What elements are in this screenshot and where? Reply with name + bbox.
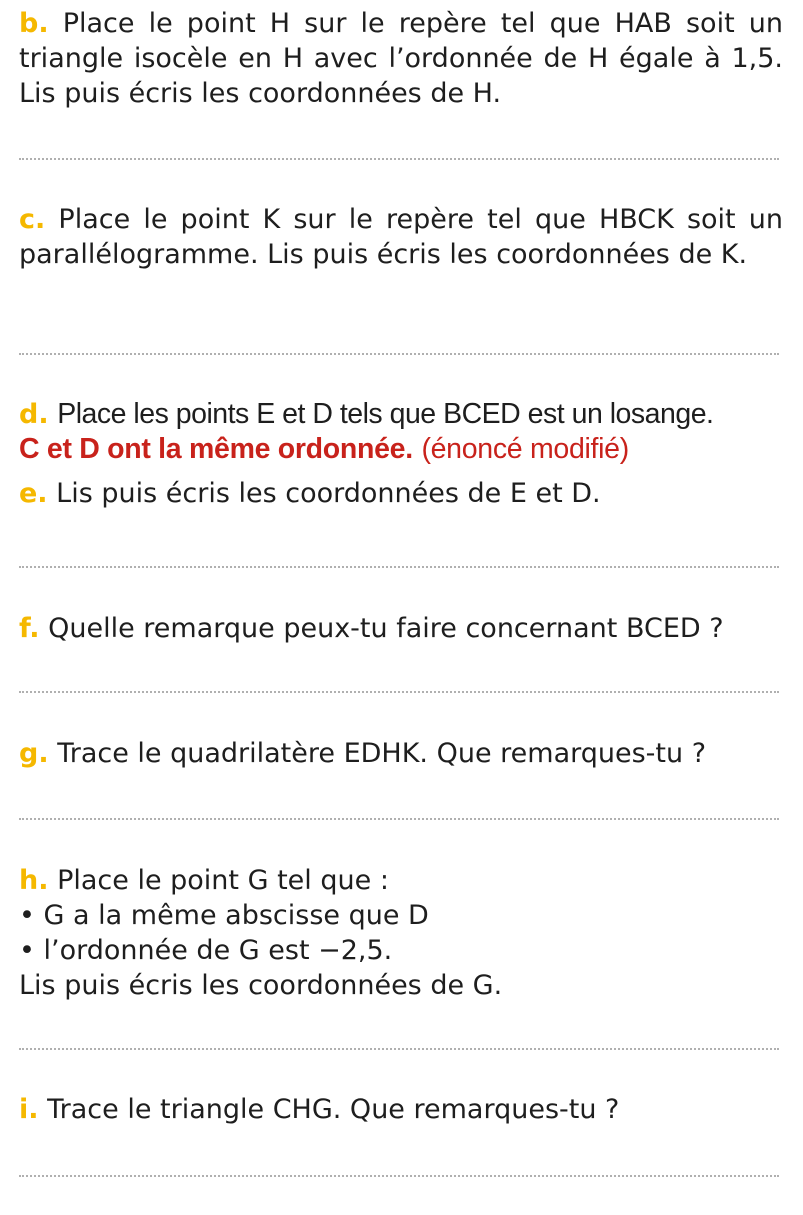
question-h [19,863,783,1003]
question-letter: c. [19,204,46,235]
question-letter: i. [19,1094,39,1125]
question-f [19,611,783,646]
question-c [19,202,783,272]
question-i [19,1092,783,1127]
question-letter: e. [19,478,48,509]
question-letter: h. [19,865,49,896]
question-text: Place le point K sur le repère tel que HBCK soit un parallélogramme. Lis puis écris les coordonnées de K. [19,204,783,270]
bullet-item: • l’ordonnée de G est −2,5. [19,935,393,966]
question-letter: b. [19,8,49,39]
answer-line-c[interactable] [19,353,779,355]
answer-line-e[interactable] [19,566,779,568]
question-letter: f. [19,613,40,644]
answer-line-f[interactable] [19,691,779,693]
modification-note: C et D ont la même ordonnée. [19,433,413,465]
question-b [19,6,783,111]
question-g [19,736,783,771]
question-text: Lis puis écris les coordonnées de E et D. [56,478,601,509]
question-text: Place le point G tel que : [57,865,389,896]
question-text: Quelle remarque peux-tu faire concernant BCED ? [48,613,724,644]
bullet-item: • G a la même abscisse que D [19,900,429,931]
question-d [19,397,783,467]
question-text: Trace le triangle CHG. Que remarques-tu ? [47,1094,620,1125]
answer-line-i[interactable] [19,1175,779,1177]
question-text: Place les points E et D tels que BCED est un losange. [57,398,714,430]
question-letter: d. [19,399,49,430]
question-text: Trace le quadrilatère EDHK. Que remarques-tu ? [57,738,707,769]
answer-line-g[interactable] [19,818,779,820]
question-e [19,476,783,511]
question-letter: g. [19,738,49,769]
answer-line-h[interactable] [19,1048,779,1050]
modification-tag: (énoncé modifié) [421,433,629,465]
question-closing: Lis puis écris les coordonnées de G. [19,970,503,1001]
question-text: Place le point H sur le repère tel que HAB soit un triangle isocèle en H avec l’ordonnée de H égale à 1,5. Lis puis écris les coordonnées de H. [19,8,783,109]
answer-line-b[interactable] [19,158,779,160]
